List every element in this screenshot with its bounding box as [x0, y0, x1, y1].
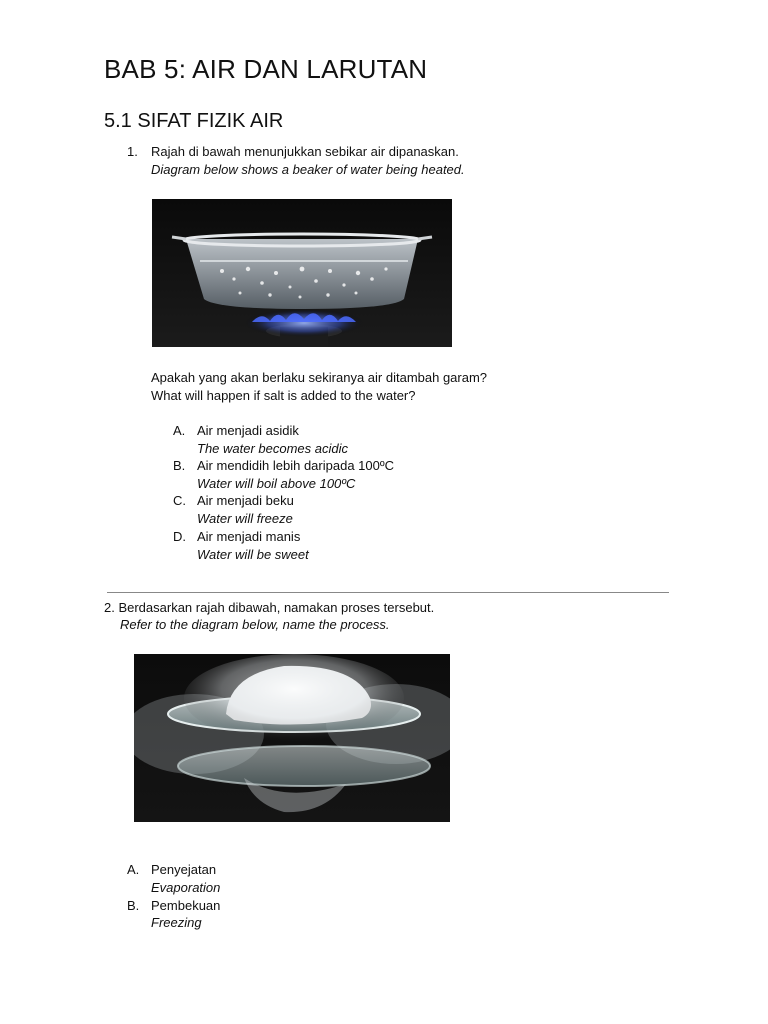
question-1-number: 1.: [127, 144, 138, 159]
option-text-english: The water becomes acidic: [197, 441, 349, 456]
question-1-question-english: What will happen if salt is added to the water?: [151, 388, 416, 403]
boiling-water-beaker-photo: [152, 199, 452, 347]
option-text-english: Water will be sweet: [197, 547, 309, 562]
option-text-english: Evaporation: [151, 880, 221, 895]
question-2-prompt-english: Refer to the diagram below, name the process.: [120, 617, 390, 632]
question-2-prompt-malay: 2. Berdasarkan rajah dibawah, namakan proses tersebut.: [104, 600, 435, 615]
option-letter: B.: [173, 458, 186, 473]
option-letter: D.: [173, 529, 186, 544]
option-text-malay: Air menjadi asidik: [197, 423, 299, 438]
option-text-malay: Air menjadi manis: [197, 529, 301, 544]
dry-ice-plate-photo: [134, 654, 450, 822]
option-letter: C.: [173, 493, 186, 508]
option-text-english: Water will freeze: [197, 511, 293, 526]
question-1-prompt-english: Diagram below shows a beaker of water being heated.: [151, 162, 465, 177]
option-text-malay: Penyejatan: [151, 862, 217, 877]
question-1-prompt-malay: Rajah di bawah menunjukkan sebikar air dipanaskan.: [151, 144, 459, 159]
option-letter: A.: [127, 862, 140, 877]
option-letter: A.: [173, 423, 186, 438]
option-text-english: Water will boil above 100ºC: [197, 476, 356, 491]
section-title: 5.1 SIFAT FIZIK AIR: [104, 110, 284, 132]
option-text-malay: Pembekuan: [151, 898, 221, 913]
option-letter: B.: [127, 898, 140, 913]
question-1-question-malay: Apakah yang akan berlaku sekiranya air ditambah garam?: [151, 370, 488, 385]
option-text-english: Freezing: [151, 915, 202, 930]
page-title: BAB 5: AIR DAN LARUTAN: [104, 54, 428, 84]
option-text-malay: Air mendidih lebih daripada 100ºC: [197, 458, 394, 473]
option-text-malay: Air menjadi beku: [197, 493, 294, 508]
section-divider: [107, 592, 669, 593]
